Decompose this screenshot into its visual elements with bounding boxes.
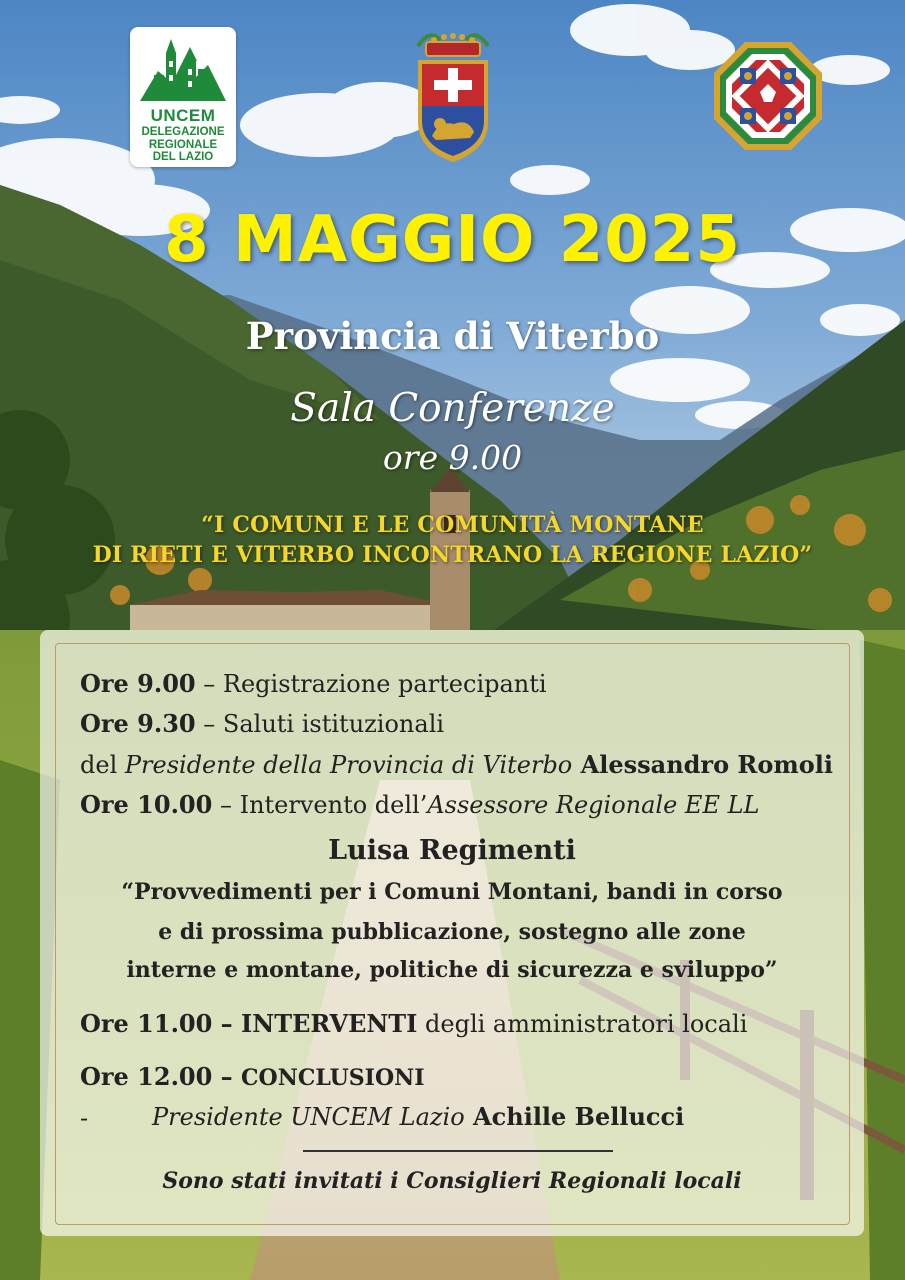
program-text: Registrazione partecipanti: [222, 670, 547, 698]
regione-lazio-crest-icon: [712, 40, 824, 152]
program-time: Ore 12.00: [80, 1062, 213, 1091]
program-time: Ore 10.00: [80, 790, 213, 819]
program-label: INTERVENTI: [241, 1009, 418, 1038]
program-label: CONCLUSIONI: [241, 1065, 425, 1091]
uncem-logo-name: UNCEM: [150, 106, 216, 125]
program-separator: –: [195, 670, 223, 698]
program-talk-line: interne e montane, politiche di sicurezza e sviluppo”: [126, 957, 778, 983]
event-room: Sala Conferenze: [290, 386, 615, 431]
program-speaker: Luisa Regimenti: [328, 835, 576, 866]
program-item-greetings-detail: [80, 750, 833, 779]
program-role: Presidente UNCEM Lazio: [152, 1103, 465, 1131]
program-separator: –: [212, 1062, 242, 1091]
program-separator: –: [195, 710, 223, 738]
program-person: Alessandro Romoli: [572, 750, 834, 779]
program-item-conclusions-dash: -: [80, 1104, 89, 1132]
program-role: Presidente della Provincia di Viterbo: [124, 751, 573, 779]
program-item-registration: [80, 669, 547, 698]
uncem-logo-subtitle-line: DELEGAZIONE: [141, 126, 225, 138]
program-separator: –: [212, 791, 240, 819]
program-prefix: del: [80, 751, 125, 779]
program-person: Achille Bellucci: [464, 1102, 685, 1131]
uncem-logo-subtitle: [130, 126, 236, 164]
program-text: degli amministratori locali: [417, 1010, 748, 1038]
event-title-line: “I COMUNI E LE COMUNITÀ MONTANE: [201, 512, 704, 538]
program-time: Ore 9.00: [80, 669, 196, 698]
program-time: Ore 11.00: [80, 1009, 213, 1038]
program-text: Intervento dell’: [239, 791, 428, 819]
program-time: Ore 9.30: [80, 709, 196, 738]
program-item-interventions: [80, 1009, 747, 1038]
program-talk-line: “Provvedimenti per i Comuni Montani, bandi in corso: [121, 879, 783, 905]
program-role: Assessore Regionale EE LL: [427, 791, 760, 819]
program-text: Saluti istituzionali: [222, 710, 445, 738]
event-venue: Provincia di Viterbo: [245, 314, 660, 358]
event-time: ore 9.00: [382, 438, 523, 477]
program-item-greetings: [80, 709, 444, 738]
program-item-conclusions-detail: [152, 1102, 684, 1131]
program-item-intervention: [80, 790, 759, 819]
uncem-logo: [130, 27, 236, 167]
program-talk-line: e di prossima pubblicazione, sostegno alle zone: [158, 919, 746, 945]
mountain-town-icon: [136, 31, 230, 105]
event-date: 8 MAGGIO 2025: [164, 203, 741, 277]
footer-note: Sono stati invitati i Consiglieri Regionali locali: [162, 1168, 742, 1194]
program-separator: –: [212, 1009, 242, 1038]
divider: [303, 1150, 613, 1152]
uncem-logo-subtitle-line: REGIONALE: [148, 138, 218, 151]
provincia-viterbo-crest-icon: [410, 24, 496, 164]
program-item-conclusions: [80, 1062, 425, 1091]
uncem-logo-subtitle-line: DEL LAZIO: [152, 151, 214, 163]
event-title-line: DI RIETI E VITERBO INCONTRANO LA REGIONE LAZIO”: [92, 542, 813, 568]
